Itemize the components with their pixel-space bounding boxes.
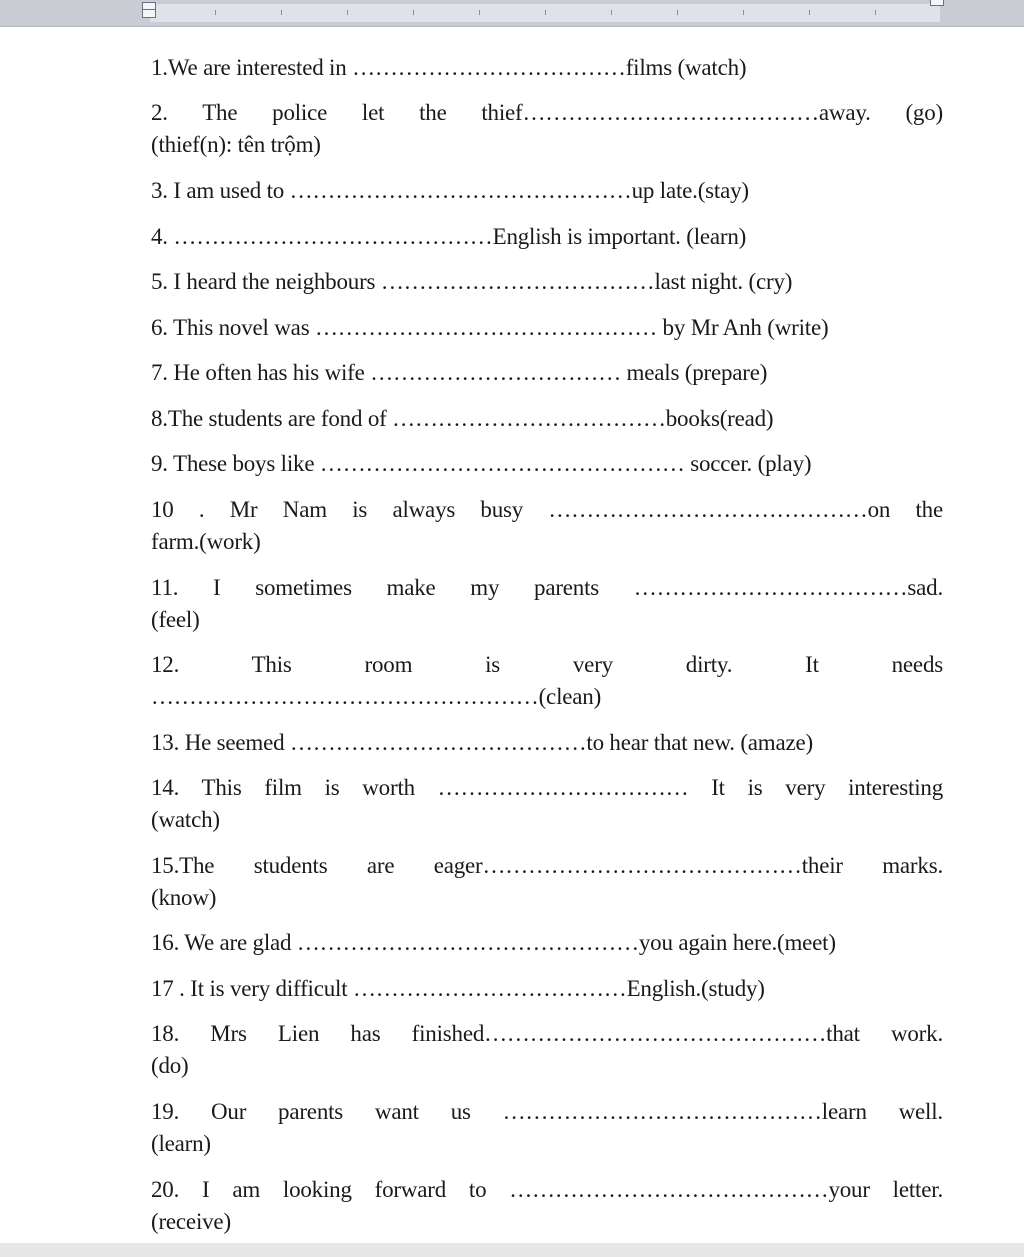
ruler-tick — [281, 10, 282, 15]
question-4 — [151, 221, 943, 253]
question-text: 9. These boys like ………………………………………… soccer. (play) — [151, 451, 812, 476]
ruler-tick — [545, 10, 546, 15]
question-text: 1.We are interested in ………………………………films (watch) — [151, 55, 747, 80]
question-text: 16. We are glad ………………………………………you again here.(meet) — [151, 930, 836, 955]
question-6 — [151, 312, 943, 344]
question-text: 5. I heard the neighbours ………………………………last night. (cry) — [151, 269, 793, 294]
question-text: 4. ……………………………………English is important. (learn) — [151, 224, 747, 249]
question-5 — [151, 266, 943, 298]
question-continuation: (feel) — [151, 607, 200, 632]
question-13 — [151, 727, 943, 759]
ruler — [0, 0, 1024, 27]
question-18 — [151, 1018, 943, 1082]
right-indent-marker[interactable] — [930, 0, 944, 6]
question-3 — [151, 175, 943, 207]
bottom-scroll-area — [0, 1243, 1024, 1257]
question-text: 7. He often has his wife …………………………… meals (prepare) — [151, 360, 768, 385]
question-text: 12. This room is very dirty. It needs — [151, 652, 943, 677]
question-19 — [151, 1096, 943, 1160]
ruler-tick — [677, 10, 678, 15]
ruler-tick — [875, 10, 876, 15]
question-11 — [151, 572, 943, 636]
question-note: (thief(n): tên trộm) — [151, 132, 321, 157]
question-text: 18. Mrs Lien has finished………………………………………that work. — [151, 1021, 943, 1046]
question-text: 11. I sometimes make my parents ………………………………sad. — [151, 575, 943, 600]
question-text: 13. He seemed …………………………………to hear that new. (amaze) — [151, 730, 813, 755]
question-text: 8.The students are fond of ………………………………books(read) — [151, 406, 774, 431]
question-20 — [151, 1174, 943, 1238]
ruler-tick — [743, 10, 744, 15]
question-14 — [151, 772, 943, 836]
question-15 — [151, 850, 943, 914]
ruler-tick — [215, 10, 216, 15]
question-text: 15.The students are eager……………………………………their marks. — [151, 853, 943, 878]
question-1 — [151, 52, 943, 84]
question-text: 3. I am used to ………………………………………up late.(stay) — [151, 178, 749, 203]
question-continuation: (know) — [151, 885, 217, 910]
question-continuation: (learn) — [151, 1131, 211, 1156]
left-indent-marker[interactable] — [142, 2, 156, 18]
ruler-tick — [413, 10, 414, 15]
question-continuation: (do) — [151, 1053, 189, 1078]
question-10 — [151, 494, 943, 558]
question-12 — [151, 649, 943, 713]
question-2 — [151, 97, 943, 161]
question-text: 2. The police let the thief…………………………………away. (go) — [151, 100, 943, 125]
question-7 — [151, 357, 943, 389]
ruler-tick — [809, 10, 810, 15]
question-16 — [151, 927, 943, 959]
question-text: 17 . It is very difficult ………………………………English.(study) — [151, 976, 765, 1001]
question-17 — [151, 973, 943, 1005]
question-text: 6. This novel was ……………………………………… by Mr Anh (write) — [151, 315, 829, 340]
ruler-tick — [479, 10, 480, 15]
question-text: 14. This film is worth …………………………… It is very interesting — [151, 775, 943, 800]
question-9 — [151, 448, 943, 480]
ruler-tick — [347, 10, 348, 15]
question-text: 19. Our parents want us ……………………………………learn well. — [151, 1099, 943, 1124]
question-continuation: farm.(work) — [151, 529, 261, 554]
question-continuation: (watch) — [151, 807, 220, 832]
ruler-tick — [611, 10, 612, 15]
question-text: 20. I am looking forward to ……………………………………your letter. — [151, 1177, 943, 1202]
question-continuation: (receive) — [151, 1209, 231, 1234]
question-text: 10 . Mr Nam is always busy ……………………………………on the — [151, 497, 943, 522]
question-8 — [151, 403, 943, 435]
question-continuation: ……………………………………………(clean) — [151, 684, 602, 709]
